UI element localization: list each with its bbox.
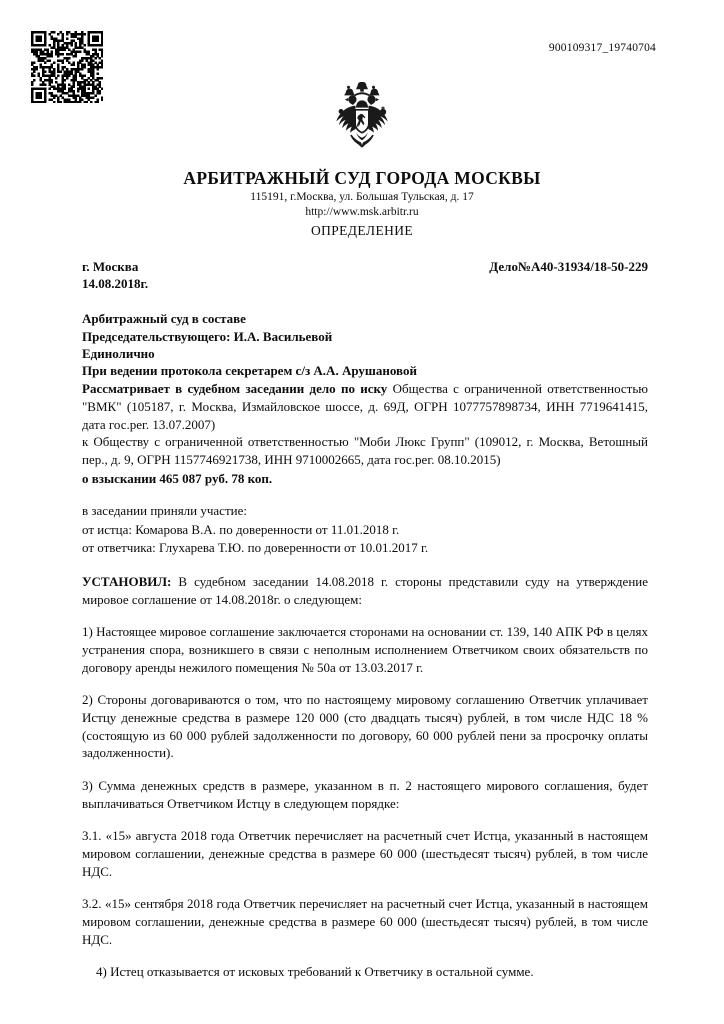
ruling-label: УСТАНОВИЛ: <box>82 573 172 589</box>
case-number: Дело№А40-31934/18-50-229 <box>489 259 648 274</box>
place-and-date <box>82 258 148 292</box>
case-subject-label: Рассматривает в судебном заседании дело по иску <box>82 381 388 397</box>
defendant-representative: от ответчика: Глухарева Т.Ю. по доверенности от 10.01.2017 г. <box>82 540 429 556</box>
clause-3-1: 3.1. «15» августа 2018 года Ответчик перечисляет на расчетный счет Истца, указанный в настоящем мировом соглашении, денежные средства в размере 60 000 (шестьдесят тысяч) рублей, в том числе НДС. <box>82 828 648 879</box>
composition-line-4: При ведении протокола секретарем с/з А.А. Арушановой <box>82 363 417 379</box>
document-meta <box>82 258 648 292</box>
court-address: 115191, г.Москва, ул. Большая Тульская, д. 17 <box>250 190 474 203</box>
plaintiff-details: Общества с ограниченной ответственностью "ВМК" (105187, г. Москва, Измайловское шоссе, д. 69Д, ОГРН 1077757898734, ИНН 7719641415, дата гос.рег. 13.07.2007) <box>82 381 648 432</box>
clause-3: 3) Сумма денежных средств в размере, указанном в п. 2 настоящего мирового соглашения, будет выплачиваться Ответчиком Истцу в следующем порядке: <box>82 777 648 811</box>
case-subject-paragraph <box>82 380 648 433</box>
document-body <box>82 258 648 981</box>
defendant-details: к Обществу с ограниченной ответственностью "Моби Люкс Групп" (109012, г. Москва, Ветошный пер., д. 9, ОГРН 1157746921738, ИНН 9710002665, дата гос.рег. 08.10.2015) <box>82 434 648 468</box>
composition-line-1: Арбитражный суд в составе <box>82 311 246 327</box>
ruling-intro-text: В судебном заседании 14.08.2018 г. стороны представили суду на утверждение мировое соглашение от 14.08.2018г. о следующем: <box>82 573 648 607</box>
document-id: 900109317_19740704 <box>548 42 656 54</box>
court-name: АРБИТРАЖНЫЙ СУД ГОРОДА МОСКВЫ <box>183 168 541 188</box>
clause-1: 1) Настоящее мировое соглашение заключается сторонами на основании ст. 139, 140 АПК РФ в целях устранения спора, возникшего в связи с неполным исполнением Ответчиком своих обязательств по договору аренды нежилого помещения № 50а от 13.03.2017 г. <box>82 624 648 675</box>
ruling-intro-paragraph <box>82 573 648 608</box>
claim-amount: о взыскании 465 087 руб. 78 коп. <box>82 470 273 486</box>
clause-2: 2) Стороны договариваются о том, что по настоящему мировому соглашению Ответчик уплачивает Истцу денежные средства в размере 120 000 (сто двадцать тысяч) рублей, в том числе НДС 18 % (состоящую из 60 000 рублей задолженности по договору, 60 000 рублей пени за просрочку оплаты задолженности). <box>82 692 648 761</box>
clause-3-2: 3.2. «15» сентября 2018 года Ответчик перечисляет на расчетный счет Истца, указанный в настоящем мировом соглашении, денежные средства в размере 60 000 (шестьдесят тысяч) рублей, в том числе НДС. <box>82 896 648 947</box>
russian-coat-of-arms-icon <box>324 82 400 162</box>
coat-of-arms-container <box>0 82 724 162</box>
participants-title: в заседании приняли участие: <box>82 503 247 519</box>
document-header-strip <box>0 0 724 78</box>
plaintiff-representative: от истца: Комарова В.А. по доверенности от 11.01.2018 г. <box>82 521 400 537</box>
decision-date: 14.08.2018г. <box>82 276 149 292</box>
document-kind: ОПРЕДЕЛЕНИЕ <box>310 222 414 238</box>
participants-block <box>82 502 648 557</box>
court-website: http://www.msk.arbitr.ru <box>305 206 419 219</box>
clause-4: 4) Истец отказывается от исковых требований к Ответчику в остальной сумме. <box>96 964 534 980</box>
court-header <box>60 168 664 241</box>
composition-line-2: Председательствующего: И.А. Васильевой <box>82 328 333 344</box>
city: г. Москва <box>82 259 139 274</box>
composition-line-3: Единолично <box>82 345 155 361</box>
court-composition <box>82 310 648 379</box>
